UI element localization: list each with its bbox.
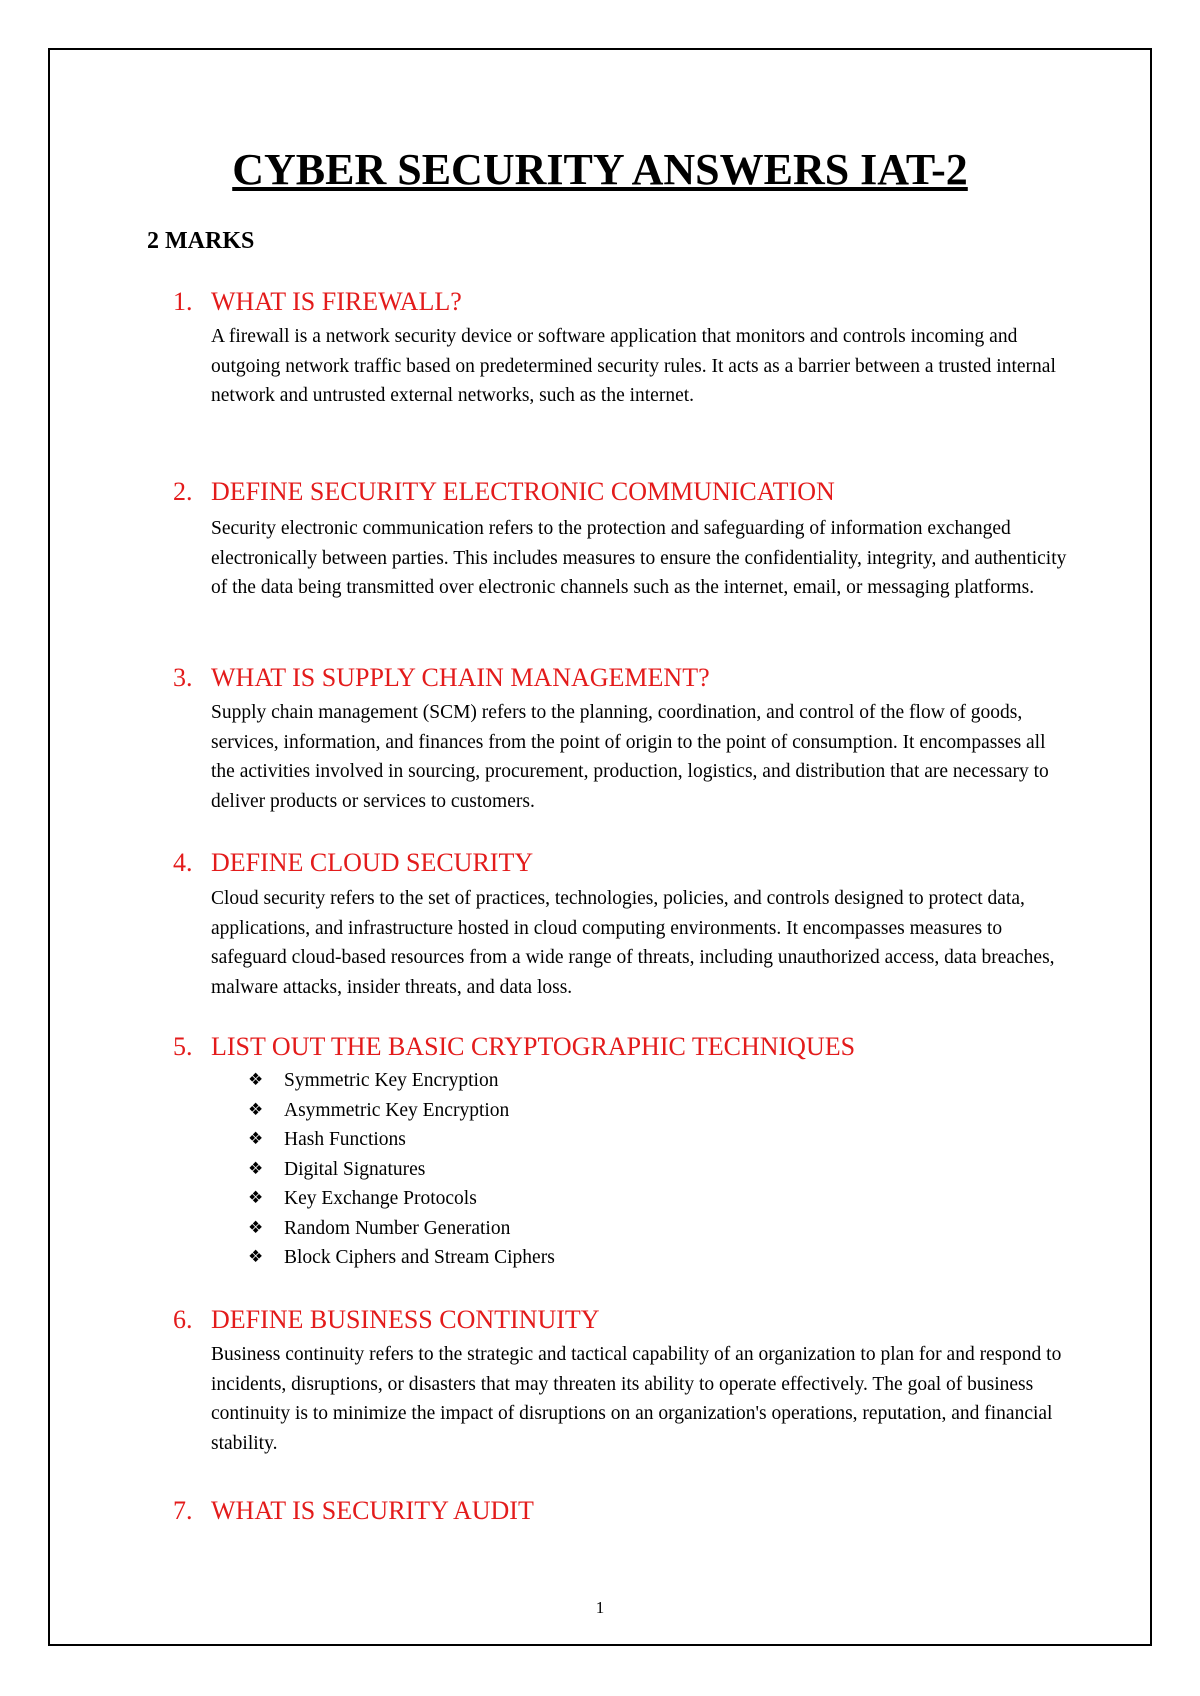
question-2-answer: Security electronic communication refers to the protection and safeguarding of information exchanged electronically between parties. This includes measures to ensure the confidentiality, integrity, and authenticity of the data being transmitted over electronic channels such as the internet, email, or messaging platforms. bbox=[211, 518, 1067, 598]
question-1-heading bbox=[173, 288, 462, 317]
diamond-bullet-icon: ❖ bbox=[248, 1099, 264, 1120]
question-1-answer: A firewall is a network security device or software application that monitors and controls incoming and outgoing network traffic based on predetermined security rules. It acts as a barrier between a trusted internal network and untrusted external networks, such as the internet. bbox=[211, 326, 1056, 406]
list-item: ❖ Symmetric Key Encryption bbox=[248, 1066, 555, 1096]
question-title: LIST OUT THE BASIC CRYPTOGRAPHIC TECHNIQUES bbox=[211, 1032, 856, 1061]
question-title: WHAT IS FIREWALL? bbox=[211, 287, 462, 316]
question-number: 2. bbox=[173, 477, 193, 506]
diamond-bullet-icon: ❖ bbox=[248, 1188, 264, 1208]
question-6-answer: Business continuity refers to the strategic and tactical capability of an organization to plan for and respond to incidents, disruptions, or disasters that may threaten its ability to operate effectively. The goal of business continuity is to minimize the impact of disruptions on an organization's operations, reputation, and financial stability. bbox=[211, 1344, 1062, 1454]
question-number: 6. bbox=[173, 1305, 193, 1334]
diamond-bullet-icon: ❖ bbox=[248, 1158, 264, 1179]
question-6-heading bbox=[173, 1306, 600, 1335]
list-item: ❖ Random Number Generation bbox=[248, 1214, 555, 1244]
question-2-heading bbox=[173, 478, 835, 507]
document-title: CYBER SECURITY ANSWERS IAT-2 bbox=[232, 145, 968, 194]
page-number: 1 bbox=[595, 1598, 605, 1617]
question-3-heading bbox=[173, 664, 710, 693]
question-number: 1. bbox=[173, 287, 193, 316]
question-5-heading bbox=[173, 1033, 855, 1062]
list-item: ❖ Digital Signatures bbox=[248, 1155, 555, 1185]
question-title: DEFINE SECURITY ELECTRONIC COMMUNICATION bbox=[211, 477, 835, 506]
diamond-bullet-icon: ❖ bbox=[248, 1129, 264, 1149]
list-item: ❖ Hash Functions bbox=[248, 1125, 555, 1155]
question-number: 5. bbox=[173, 1032, 193, 1061]
list-item: ❖ Block Ciphers and Stream Ciphers bbox=[248, 1243, 555, 1273]
question-7-heading bbox=[173, 1497, 534, 1526]
question-number: 7. bbox=[173, 1496, 193, 1525]
question-number: 3. bbox=[173, 663, 193, 692]
question-number: 4. bbox=[173, 848, 193, 877]
question-title: WHAT IS SECURITY AUDIT bbox=[211, 1496, 534, 1525]
question-4-heading bbox=[173, 849, 533, 878]
question-title: DEFINE BUSINESS CONTINUITY bbox=[211, 1305, 600, 1334]
diamond-bullet-icon: ❖ bbox=[248, 1247, 264, 1267]
list-item: ❖ Asymmetric Key Encryption bbox=[248, 1096, 555, 1126]
section-heading: 2 MARKS bbox=[147, 228, 255, 254]
list-item: ❖ Key Exchange Protocols bbox=[248, 1184, 555, 1214]
cryptographic-techniques-list bbox=[248, 1066, 555, 1273]
question-4-answer: Cloud security refers to the set of practices, technologies, policies, and controls designed to protect data, applications, and infrastructure hosted in cloud computing environments. It encompasses measures to safeguard cloud-based resources from a wide range of threats, including unauthorized access, data breaches, malware attacks, insider threats, and data loss. bbox=[211, 888, 1055, 998]
diamond-bullet-icon: ❖ bbox=[248, 1217, 264, 1238]
question-title: WHAT IS SUPPLY CHAIN MANAGEMENT? bbox=[211, 663, 710, 692]
diamond-bullet-icon: ❖ bbox=[248, 1070, 264, 1090]
question-3-answer: Supply chain management (SCM) refers to the planning, coordination, and control of the flow of goods, services, information, and finances from the point of origin to the point of consumption. It encompasses all the activities involved in sourcing, procurement, production, logistics, and distribution that are necessary to deliver products or services to customers. bbox=[211, 702, 1049, 812]
question-title: DEFINE CLOUD SECURITY bbox=[211, 848, 534, 877]
